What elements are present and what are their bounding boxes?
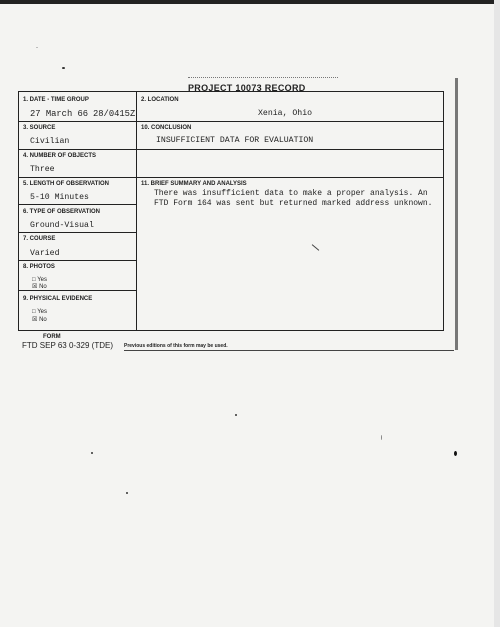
type-of-observation-label: 6. TYPE OF OBSERVATION: [23, 209, 101, 215]
row-divider: [19, 149, 443, 150]
brief-summary-line: FTD Form 164 was sent but returned marked address unknown.: [154, 199, 433, 208]
binding-stripe: [455, 78, 458, 350]
row-divider: [19, 260, 136, 261]
checkbox-empty-icon: □: [32, 277, 36, 283]
row-divider: [19, 177, 443, 178]
column-divider: [136, 92, 137, 330]
brief-summary-text: [154, 189, 444, 209]
dust-speck: [381, 435, 382, 440]
conclusion-label: 10. CONCLUSION: [141, 125, 192, 131]
title-rule: [188, 77, 338, 78]
length-of-observation-value: 5-10 Minutes: [30, 193, 89, 202]
row-divider: [19, 204, 136, 205]
row-divider: [19, 290, 136, 291]
photos-no-label: No: [39, 284, 47, 290]
dust-speck: [454, 451, 457, 456]
checkbox-checked-icon: ☒: [32, 317, 38, 323]
scan-top-edge: [0, 0, 500, 4]
row-divider: [19, 232, 136, 233]
length-of-observation-label: 5. LENGTH OF OBSERVATION: [23, 181, 110, 187]
page-title: PROJECT 10073 RECORD: [188, 83, 306, 93]
type-of-observation-value: Ground-Visual: [30, 221, 94, 230]
form-word: FORM: [43, 334, 61, 340]
number-of-objects-value: Three: [30, 165, 55, 174]
scan-right-edge: [494, 0, 500, 627]
brief-summary-label: 11. BRIEF SUMMARY AND ANALYSIS: [141, 181, 247, 187]
photos-no-option: [32, 283, 47, 290]
date-time-group-label: 1. DATE - TIME GROUP: [23, 97, 89, 103]
number-of-objects-label: 4. NUMBER OF OBJECTS: [23, 153, 97, 159]
dust-speck: [36, 47, 38, 48]
bottom-rule: [124, 350, 454, 351]
dust-speck: [91, 452, 93, 454]
source-value: Civilian: [30, 137, 70, 146]
checkbox-checked-icon: ☒: [32, 284, 38, 290]
row-divider: [136, 121, 443, 122]
physical-evidence-label: 9. PHYSICAL EVIDENCE: [23, 296, 93, 302]
form-code: FTD SEP 63 0-329 (TDE): [22, 341, 113, 350]
conclusion-value: INSUFFICIENT DATA FOR EVALUATION: [156, 136, 314, 145]
physical-evidence-yes-option: [32, 309, 47, 315]
course-value: Varied: [30, 249, 60, 258]
row-divider: [19, 121, 136, 122]
location-label: 2. LOCATION: [141, 97, 179, 103]
record-form: [18, 91, 444, 331]
date-value: 27 March 66: [30, 109, 89, 119]
dust-speck: [235, 414, 237, 416]
form-note: Previous editions of this form may be used.: [124, 343, 228, 349]
location-value: Xenia, Ohio: [258, 109, 313, 118]
checkbox-empty-icon: □: [32, 309, 36, 315]
time-value: 28/0415Z: [93, 109, 136, 119]
dust-speck: [126, 492, 128, 494]
physical-evidence-no-label: No: [39, 317, 47, 323]
brief-summary-line: There was insufficient data to make a proper analysis. An: [154, 189, 428, 198]
photos-yes-label: Yes: [37, 277, 47, 283]
physical-evidence-no-option: [32, 316, 47, 323]
photos-label: 8. PHOTOS: [23, 264, 55, 270]
dust-speck: [62, 67, 65, 69]
physical-evidence-yes-label: Yes: [37, 309, 47, 315]
source-label: 3. SOURCE: [23, 125, 56, 131]
course-label: 7. COURSE: [23, 236, 56, 242]
